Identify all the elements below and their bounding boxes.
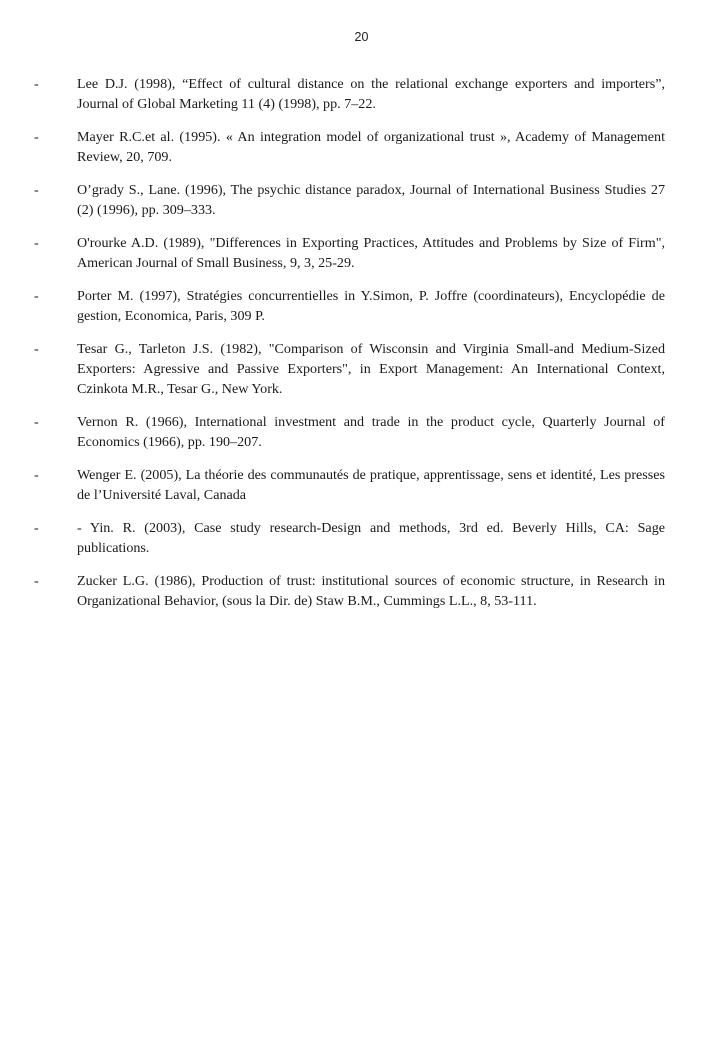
list-bullet: - bbox=[34, 129, 39, 145]
list-bullet: - bbox=[34, 467, 39, 483]
list-bullet: - bbox=[34, 573, 39, 589]
reference-text: Tesar G., Tarleton J.S. (1982), "Comparison of Wisconsin and Virginia Small-and Medium-Sized Exporters: Agressive and Passive Exporters", in Export Management: An International Context, Czinkota M.R., Tesar G., New York. bbox=[77, 341, 665, 397]
reference-text: - Yin. R. (2003), Case study research-Design and methods, 3rd ed. Beverly Hills, CA: Sage publications. bbox=[77, 520, 665, 556]
reference-text: Lee D.J. (1998), “Effect of cultural distance on the relational exchange exporters and importers”, Journal of Global Marketing 11 (4) (1998), pp. 7–22. bbox=[77, 76, 665, 112]
reference-text: Mayer R.C.et al. (1995). « An integration model of organizational trust », Academy of Management Review, 20, 709. bbox=[77, 129, 665, 165]
reference-list bbox=[0, 74, 723, 624]
list-bullet: - bbox=[34, 288, 39, 304]
reference-text: O’grady S., Lane. (1996), The psychic distance paradox, Journal of International Business Studies 27 (2) (1996), pp. 309–333. bbox=[77, 182, 665, 218]
list-bullet: - bbox=[34, 341, 39, 357]
list-bullet: - bbox=[34, 76, 39, 92]
list-bullet: - bbox=[34, 182, 39, 198]
reference-text: Vernon R. (1966), International investment and trade in the product cycle, Quarterly Journal of Economics (1966), pp. 190–207. bbox=[77, 414, 665, 450]
reference-item bbox=[0, 74, 723, 114]
reference-item bbox=[0, 465, 723, 505]
list-bullet: - bbox=[34, 414, 39, 430]
reference-item bbox=[0, 412, 723, 452]
reference-item bbox=[0, 180, 723, 220]
reference-item bbox=[0, 571, 723, 611]
reference-text: Porter M. (1997), Stratégies concurrentielles in Y.Simon, P. Joffre (coordinateurs), Encyclopédie de gestion, Economica, Paris, 309 P. bbox=[77, 288, 665, 324]
list-bullet: - bbox=[34, 235, 39, 251]
reference-item bbox=[0, 233, 723, 273]
reference-item bbox=[0, 339, 723, 399]
page-number: 20 bbox=[354, 30, 369, 44]
reference-item bbox=[0, 127, 723, 167]
reference-text: Zucker L.G. (1986), Production of trust: institutional sources of economic structure, in Research in Organizational Behavior, (sous la Dir. de) Staw B.M., Cummings L.L., 8, 53-111. bbox=[77, 573, 665, 609]
reference-item bbox=[0, 518, 723, 558]
list-bullet: - bbox=[34, 520, 39, 536]
reference-item bbox=[0, 286, 723, 326]
reference-text: Wenger E. (2005), La théorie des communautés de pratique, apprentissage, sens et identité, Les presses de l’Université Laval, Canada bbox=[77, 467, 665, 503]
reference-text: O'rourke A.D. (1989), "Differences in Exporting Practices, Attitudes and Problems by Size of Firm", American Journal of Small Business, 9, 3, 25-29. bbox=[77, 235, 665, 271]
